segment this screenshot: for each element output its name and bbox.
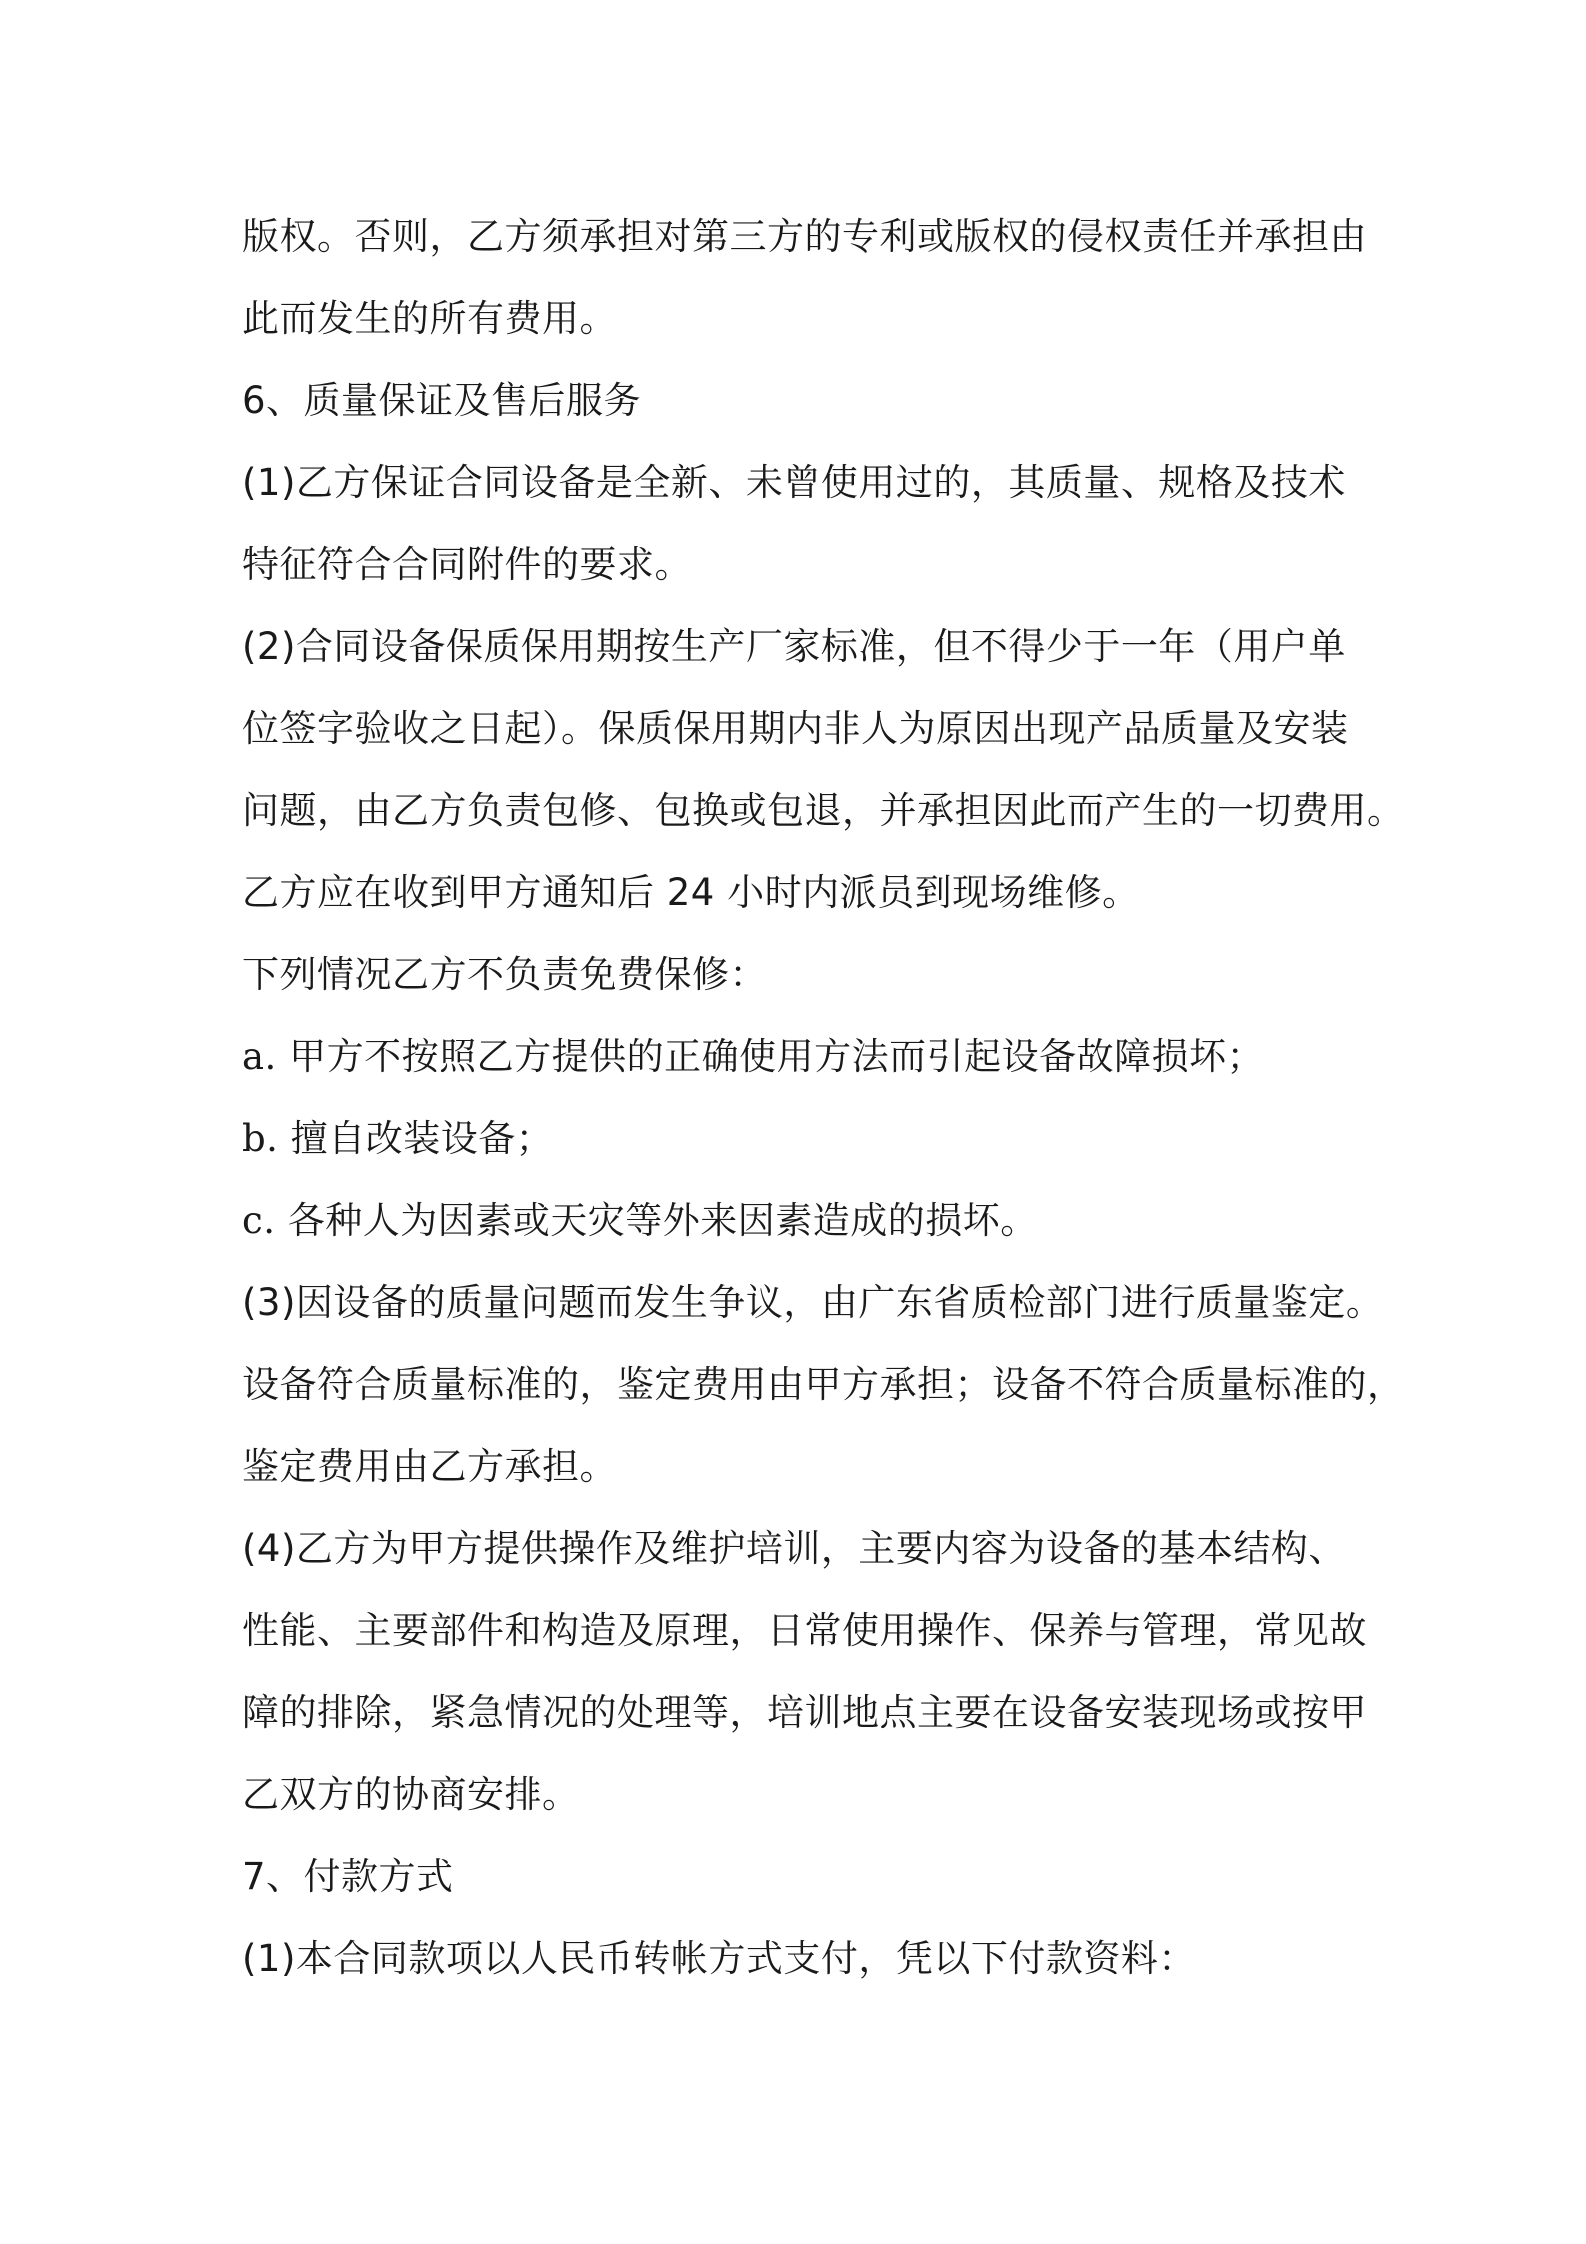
- section-title: 6、质量保证及售后服务: [242, 379, 642, 422]
- text-line: (1)乙方保证合同设备是全新、未曾使用过的，其质量、规格及技术: [242, 461, 1346, 504]
- text-line: 障的排除，紧急情况的处理等，培训地点主要在设备安装现场或按甲: [242, 1691, 1367, 1734]
- list-item-text: 各种人为因素或天灾等外来因素造成的损坏。: [275, 1199, 1038, 1242]
- text-line: 位签字验收之日起）。保质保用期内非人为原因出现产品质量及安装: [242, 707, 1349, 750]
- clause-6-4: [242, 1508, 1367, 1836]
- text-line: (1)本合同款项以人民币转帐方式支付，凭以下付款资料：: [242, 1937, 1196, 1980]
- paragraph-copyright-liability: [242, 196, 1367, 360]
- text-line: (3)因设备的质量问题而发生争议，由广东省质检部门进行质量鉴定。: [242, 1281, 1384, 1324]
- text-line: 性能、主要部件和构造及原理，日常使用操作、保养与管理，常见故: [242, 1609, 1367, 1652]
- list-item-text: 甲方不按照乙方提供的正确使用方法而引起设备故障损坏；: [276, 1035, 1265, 1078]
- text-line: 下列情况乙方不负责免费保修：: [242, 953, 767, 996]
- text-line: (2)合同设备保质保用期按生产厂家标准，但不得少于一年（用户单: [242, 625, 1346, 668]
- list-item: [242, 1016, 1362, 1098]
- list-item: [242, 1180, 1362, 1262]
- clause-7-1: [242, 1918, 1362, 2000]
- text-line: 版权。否则，乙方须承担对第三方的专利或版权的侵权责任并承担由: [242, 215, 1367, 258]
- text-line: 设备符合质量标准的，鉴定费用由甲方承担；设备不符合质量标准的，: [242, 1363, 1405, 1406]
- list-marker: c.: [242, 1199, 276, 1242]
- section-heading-7: [242, 1836, 1362, 1918]
- list-item-text: 擅自改装设备；: [278, 1117, 554, 1160]
- text-line: 问题，由乙方负责包修、包换或包退，并承担因此而产生的一切费用。: [242, 789, 1405, 832]
- clause-6-3: [242, 1262, 1405, 1508]
- document-body: [242, 196, 1405, 2000]
- text-line: 鉴定费用由乙方承担。: [242, 1445, 617, 1488]
- list-item: [242, 1098, 1362, 1180]
- exclusions-intro: [242, 934, 1362, 1016]
- section-heading-6: [242, 360, 1362, 442]
- text-line: (4)乙方为甲方提供操作及维护培训，主要内容为设备的基本结构、: [242, 1527, 1346, 1570]
- text-line: 乙方应在收到甲方通知后 24 小时内派员到现场维修。: [242, 871, 1140, 914]
- section-title: 7、付款方式: [242, 1855, 454, 1898]
- list-marker: a.: [242, 1035, 277, 1078]
- exclusion-list: [242, 1016, 1362, 1262]
- clause-6-1: [242, 442, 1362, 606]
- text-line: 特征符合合同附件的要求。: [242, 543, 692, 586]
- text-line: 乙双方的协商安排。: [242, 1773, 580, 1816]
- clause-6-2: [242, 606, 1405, 934]
- list-marker: b.: [242, 1117, 279, 1160]
- text-line: 此而发生的所有费用。: [242, 297, 617, 340]
